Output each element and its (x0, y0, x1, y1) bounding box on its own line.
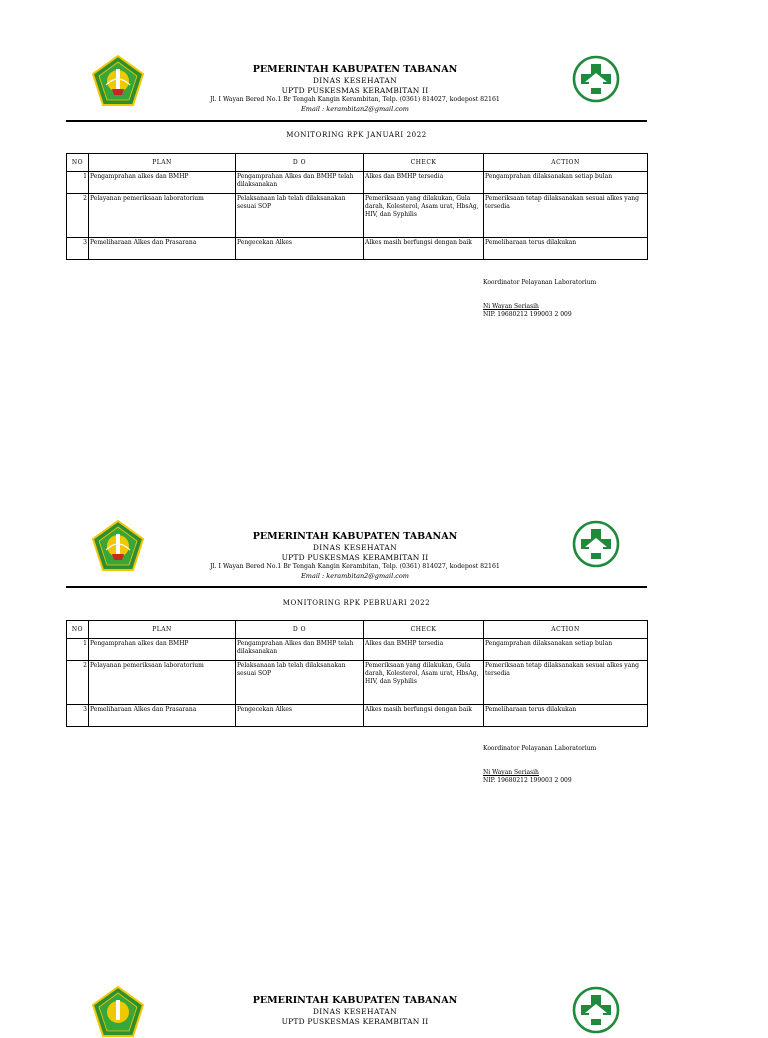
puskesmas-cross-logo-icon (572, 520, 620, 568)
table-row (67, 172, 648, 194)
cell-check: Alkes dan BMHP tersedia (364, 639, 484, 661)
puskesmas-cross-logo-icon (572, 986, 620, 1034)
signatory-role: Koordinator Pelayanan Laboratorium (483, 745, 597, 752)
column-header-no: NO (67, 621, 89, 639)
cell-action: Pengamprahan dilaksanakan setiap bulan (484, 639, 648, 661)
report-title: MONITORING RPK JANUARI 2022 (286, 131, 427, 139)
cell-plan: Pengamprahan alkes dan BMHP (89, 639, 236, 661)
department-name: DINAS KESEHATAN (312, 1007, 398, 1016)
cell-no: 2 (67, 661, 89, 705)
table-row (67, 661, 648, 705)
signatory-nip: NIP. 19680212 199003 2 009 (483, 311, 572, 318)
unit-name: UPTD PUSKESMAS KERAMBITAN II (281, 1017, 429, 1026)
email: Email : kerambitan2@gmail.com (301, 572, 409, 580)
tabanan-regency-emblem-icon (92, 55, 144, 107)
unit-name: UPTD PUSKESMAS KERAMBITAN II (281, 86, 429, 95)
cell-plan: Pemeliharaan Alkes dan Prasarana (89, 238, 236, 260)
address: Jl. I Wayan Bered No.1 Br Tengah Kangin Kerambitan, Telp. (0361) 814027, kodepost 82161 (210, 96, 500, 103)
puskesmas-cross-logo-icon (572, 55, 620, 103)
letterhead (180, 995, 530, 1026)
tabanan-regency-emblem-icon (92, 520, 144, 572)
table-header-row (67, 154, 648, 172)
government-name: PEMERINTAH KABUPATEN TABANAN (252, 531, 458, 542)
cell-plan: Pelayanan pemeriksaan laboratorium (89, 194, 236, 238)
cell-plan: Pengamprahan alkes dan BMHP (89, 172, 236, 194)
tabanan-regency-emblem-icon (92, 986, 144, 1038)
column-header-plan: PLAN (89, 621, 236, 639)
signatory-nip: NIP. 19680212 199003 2 009 (483, 777, 572, 784)
column-header-check: CHECK (364, 621, 484, 639)
column-header-no: NO (67, 154, 89, 172)
government-name: PEMERINTAH KABUPATEN TABANAN (252, 64, 458, 75)
signature-block (483, 279, 596, 319)
cell-action: Pemeliharaan terus dilakukan (484, 238, 648, 260)
table-header-row (67, 621, 648, 639)
department-name: DINAS KESEHATAN (312, 543, 398, 552)
monitoring-table (66, 620, 648, 727)
email: Email : kerambitan2@gmail.com (301, 105, 409, 113)
cell-check: Alkes masih berfungsi dengan baik (364, 705, 484, 727)
cell-no: 3 (67, 705, 89, 727)
cell-action: Pemeriksaan tetap dilaksanakan sesuai alkes yang tersedia (484, 194, 648, 238)
cell-no: 1 (67, 639, 89, 661)
department-name: DINAS KESEHATAN (312, 76, 398, 85)
cell-check: Alkes masih berfungsi dengan baik (364, 238, 484, 260)
column-header-plan: PLAN (89, 154, 236, 172)
letterhead (180, 531, 530, 580)
cell-check: Alkes dan BMHP tersedia (364, 172, 484, 194)
cell-check: Pemeriksaan yang dilakukan, Gula darah, Kolesterol, Asam urat, HbsAg, HIV, dan Syphilis (364, 661, 484, 705)
cell-no: 3 (67, 238, 89, 260)
cell-plan: Pemeliharaan Alkes dan Prasarana (89, 705, 236, 727)
cell-do: Pelaksanaan lab telah dilaksanakan sesuai SOP (236, 194, 364, 238)
report-title: MONITORING RPK PEBRUARI 2022 (282, 599, 431, 607)
table-row (67, 194, 648, 238)
signature-block (483, 745, 596, 785)
cell-no: 1 (67, 172, 89, 194)
column-header-do: D O (236, 621, 364, 639)
letterhead-divider (66, 120, 647, 122)
cell-no: 2 (67, 194, 89, 238)
table-row (67, 238, 648, 260)
cell-check: Pemeriksaan yang dilakukan, Gula darah, Kolesterol, Asam urat, HbsAg, HIV, dan Syphilis (364, 194, 484, 238)
cell-plan: Pelayanan pemeriksaan laboratorium (89, 661, 236, 705)
table-row (67, 639, 648, 661)
unit-name: UPTD PUSKESMAS KERAMBITAN II (281, 553, 429, 562)
signatory-role: Koordinator Pelayanan Laboratorium (483, 279, 597, 286)
cell-do: Pengamprahan Alkes dan BMHP telah dilaksanakan (236, 639, 364, 661)
cell-action: Pemeliharaan terus dilakukan (484, 705, 648, 727)
table-row (67, 705, 648, 727)
cell-do: Pengecekan Alkes (236, 705, 364, 727)
column-header-action: ACTION (484, 621, 648, 639)
letterhead (180, 64, 530, 113)
cell-do: Pelaksanaan lab telah dilaksanakan sesuai SOP (236, 661, 364, 705)
letterhead-divider (66, 586, 647, 588)
signatory-name: Ni Wayan Seriasih (483, 769, 539, 776)
cell-do: Pengecekan Alkes (236, 238, 364, 260)
column-header-check: CHECK (364, 154, 484, 172)
column-header-action: ACTION (484, 154, 648, 172)
signatory-name: Ni Wayan Seriasih (483, 303, 539, 310)
cell-action: Pemeriksaan tetap dilaksanakan sesuai alkes yang tersedia (484, 661, 648, 705)
column-header-do: D O (236, 154, 364, 172)
cell-do: Pengamprahan Alkes dan BMHP telah dilaksanakan (236, 172, 364, 194)
monitoring-table (66, 153, 648, 260)
cell-action: Pengamprahan dilaksanakan setiap bulan (484, 172, 648, 194)
address: Jl. I Wayan Bered No.1 Br Tengah Kangin Kerambitan, Telp. (0361) 814027, kodepost 82161 (210, 563, 500, 570)
government-name: PEMERINTAH KABUPATEN TABANAN (252, 995, 458, 1006)
